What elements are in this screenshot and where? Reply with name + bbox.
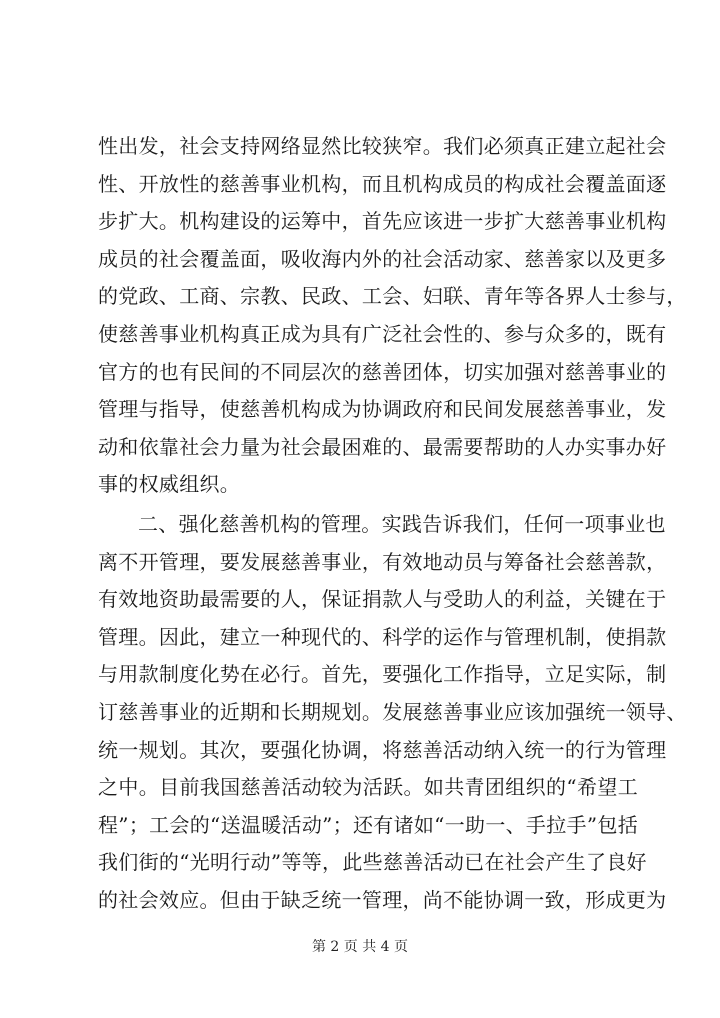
text-line: 官方的也有民间的不同层次的慈善团体，切实加强对慈善事业的 [98,359,667,384]
text-line: 离不开管理，要发展慈善事业，有效地动员与筹备社会慈善款， [98,549,667,574]
text-line: 性、开放性的慈善事业机构，而且机构成员的构成社会覆盖面逐 [98,171,667,196]
text-line: 与用款制度化势在必行。首先，要强化工作指导，立足实际，制 [98,662,667,687]
text-line: 事的权威组织。 [98,472,241,497]
text-line: 程”；工会的“送温暖活动”；还有诸如“一助一、手拉手”包括 [98,812,638,837]
text-line: 有效地资助最需要的人，保证捐款人与受助人的利益，关键在于 [98,587,667,612]
page-footer [0,936,720,956]
text-line: 的党政、工商、宗教、民政、工会、妇联、青年等各界人士参与， [98,284,687,309]
text-line: 动和依靠社会力量为社会最困难的、最需要帮助的人办实事办好 [98,434,667,459]
paragraph-2 [98,506,687,920]
body-text [98,128,687,919]
text-line: 管理与指导，使慈善机构成为协调政府和民间发展慈善事业，发 [98,397,667,422]
text-line: 的社会效应。但由于缺乏统一管理，尚不能协调一致，形成更为 [98,887,667,912]
text-line: 成员的社会覆盖面，吸收海内外的社会活动家、慈善家以及更多 [98,246,667,271]
text-line: 订慈善事业的近期和长期规划。发展慈善事业应该加强统一领导、 [98,699,687,724]
paragraph-1 [98,128,687,504]
text-line: 步扩大。机构建设的运筹中，首先应该进一步扩大慈善事业机构 [98,209,667,234]
text-line: 使慈善事业机构真正成为具有广泛社会性的、参与众多的，既有 [98,321,667,346]
text-line: 之中。目前我国慈善活动较为活跃。如共青团组织的“希望工 [98,775,638,800]
text-line: 管理。因此，建立一种现代的、科学的运作与管理机制，使捐款 [98,624,667,649]
text-line: 二、强化慈善机构的管理。实践告诉我们，任何一项事业也 [138,511,666,536]
page-number: 第 2 页 共 4 页 [311,939,409,955]
text-line: 性出发，社会支持网络显然比较狭窄。我们必须真正建立起社会 [98,134,667,158]
text-line: 我们街的“光明行动”等等，此些慈善活动已在社会产生了良好 [98,850,647,875]
text-line: 统一规划。其次，要强化协调，将慈善活动纳入统一的行为管理 [98,737,667,762]
